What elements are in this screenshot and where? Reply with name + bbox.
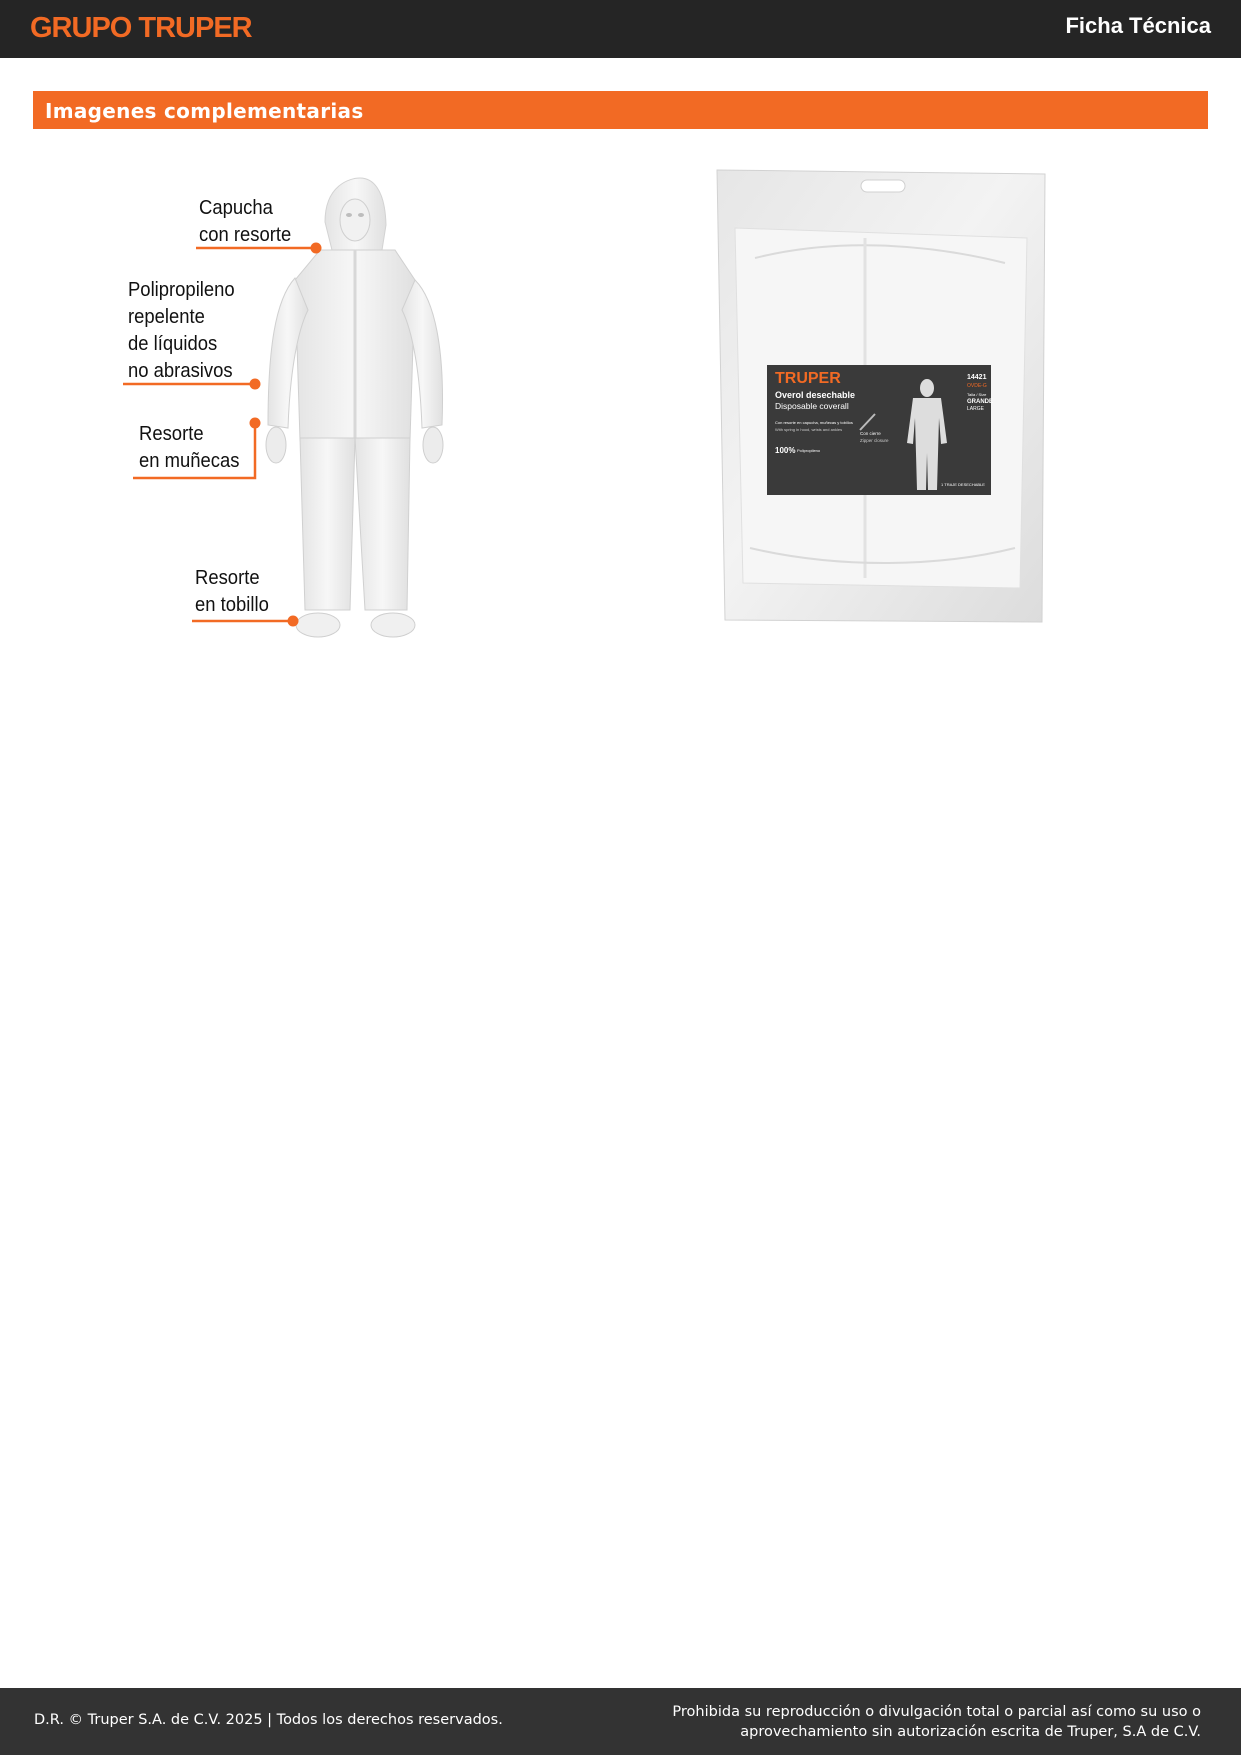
package-feature-1: Con resorte en capucha, muñecas y tobillos xyxy=(775,420,853,425)
document-type-title: Ficha Técnica xyxy=(1065,13,1211,38)
callout-material: Polipropileno repelente de líquidos no abrasivos xyxy=(128,278,235,382)
callout-wrists: Resorte en muñecas xyxy=(139,422,240,472)
page-footer xyxy=(0,1688,1241,1755)
package-size-label: Talla / Size xyxy=(967,392,987,397)
callout-ankles: Resorte en tobillo xyxy=(195,566,269,616)
package-name-es: Overol desechable xyxy=(775,390,856,400)
footer-copyright: D.R. © Truper S.A. de C.V. 2025 | Todos los derechos reservados. xyxy=(34,1712,503,1728)
footer-notice: Prohibida su reproducción o divulgación total o parcial así como su uso o aprovechamiento sin autorización escrita de Truper, S.A de C.V. xyxy=(672,1704,1201,1740)
package-size-en: LARGE xyxy=(967,406,984,412)
package-image xyxy=(715,168,1047,628)
section-header xyxy=(33,91,1208,129)
package-material-pct: 100% xyxy=(775,446,796,455)
package-name-en: Disposable coverall xyxy=(775,401,849,411)
package-code: 14421 xyxy=(967,374,987,381)
grupo-truper-logo: GRUPO TRUPER xyxy=(30,12,252,44)
page-header xyxy=(0,0,1241,58)
package-model: OVDE-G xyxy=(967,383,987,389)
package-material: Polipropileno xyxy=(797,448,821,453)
section-title: Imagenes complementarias xyxy=(45,99,364,123)
package-brand: TRUPER xyxy=(775,370,841,387)
package-feature-2: Con cierre xyxy=(860,431,881,436)
package-feature-2-en: Zipper closure xyxy=(860,438,889,443)
package-units: 1 TRAJE DESECHABLE xyxy=(941,482,985,487)
callout-hood: Capucha con resorte xyxy=(199,196,292,246)
package-size-es: GRANDE xyxy=(967,399,994,405)
package-feature-1-en: With spring in hood, wrists and ankles xyxy=(775,427,843,432)
